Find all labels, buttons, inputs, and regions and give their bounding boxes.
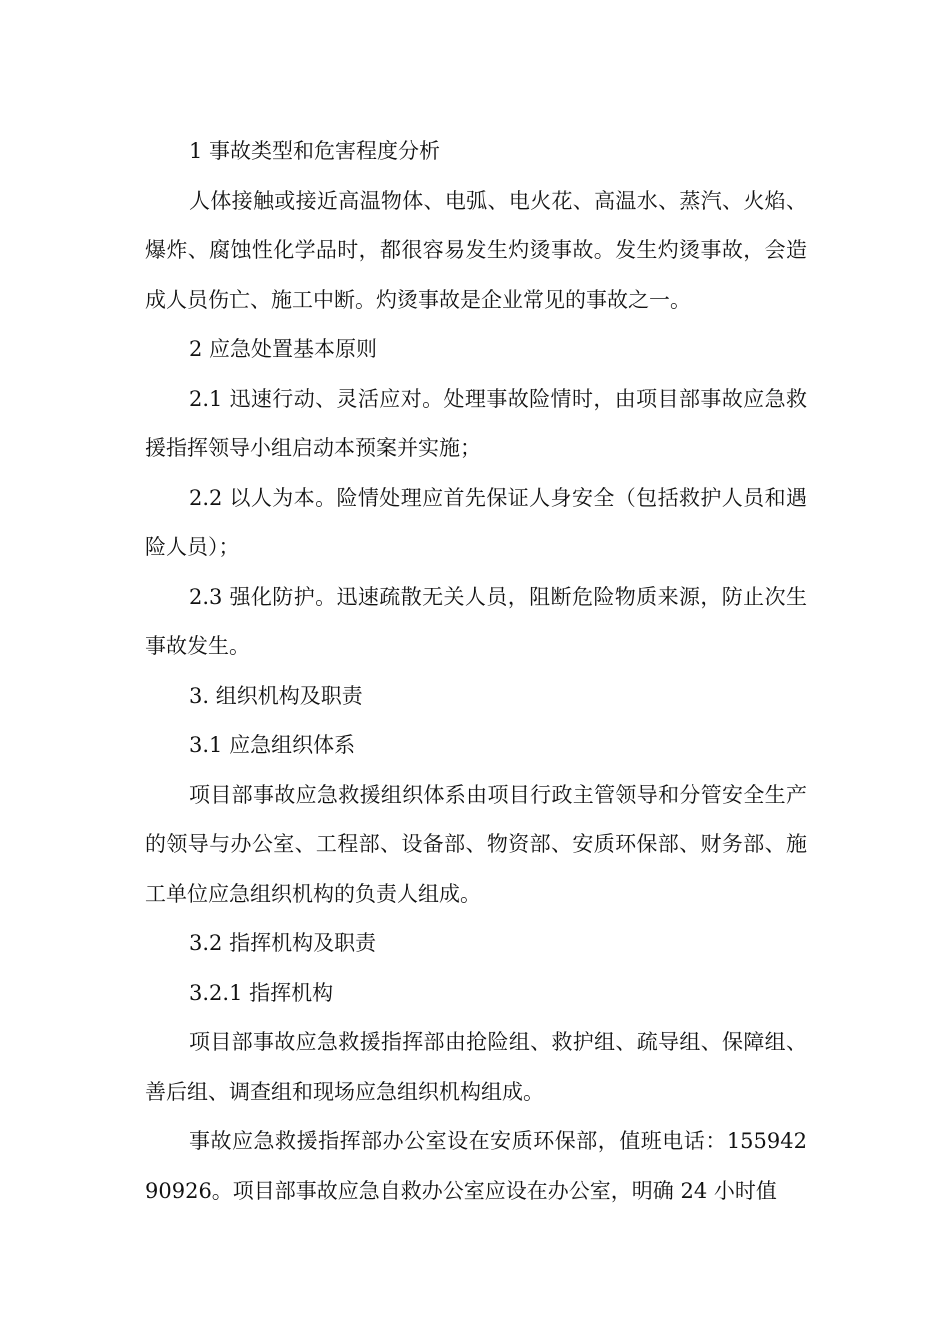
paragraph-burn-hazard: 人体接触或接近高温物体、电弧、电火花、高温水、蒸汽、火焰、爆炸、腐蚀性化学品时，都很容易发生灼烫事故。发生灼烫事故，会造成人员伤亡、施工中断。灼烫事故是企业常见的事故之一。 [145, 188, 807, 312]
paragraph-duty-office: 事故应急救援指挥部办公室设在安质环保部，值班电话：15594290926。项目部事故应急自救办公室应设在办公室，明确 24 小时值 [145, 1129, 807, 1203]
paragraph-principle-2-1: 2.1 迅速行动、灵活应对。处理事故险情时，由项目部事故应急救援指挥领导小组启动本预案并实施； [145, 386, 807, 460]
heading-command-agency: 3.2.1 指挥机构 [189, 980, 334, 1005]
heading-response-principles: 2 应急处置基本原则 [189, 337, 378, 361]
paragraph-principle-2-2: 2.2 以人为本。险情处理应首先保证人身安全（包括救护人员和遇险人员）； [145, 485, 807, 559]
paragraph-emergency-system: 项目部事故应急救援组织体系由项目行政主管领导和分管安全生产的领导与办公室、工程部、设备部、物资部、安质环保部、财务部、施工单位应急组织机构的负责人组成。 [145, 782, 807, 906]
heading-accident-types: 1 事故类型和危害程度分析 [189, 139, 441, 163]
paragraph-command-agency: 项目部事故应急救援指挥部由抢险组、救护组、疏导组、保障组、善后组、调查组和现场应急组织机构组成。 [145, 1030, 807, 1104]
heading-organization: 3. 组织机构及职责 [189, 683, 363, 708]
document-body [145, 127, 807, 1216]
heading-emergency-system: 3.1 应急组织体系 [189, 733, 356, 757]
paragraph-principle-2-3: 2.3 强化防护。迅速疏散无关人员，阻断危险物质来源，防止次生事故发生。 [145, 584, 807, 658]
heading-command-structure: 3.2 指挥机构及职责 [189, 931, 377, 955]
